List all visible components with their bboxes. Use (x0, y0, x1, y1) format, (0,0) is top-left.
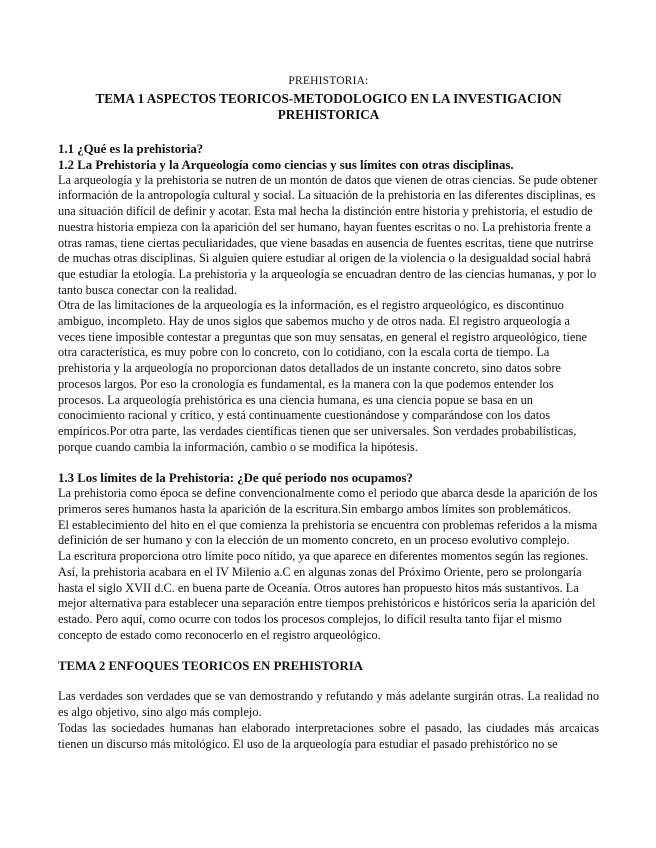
spacer (58, 643, 599, 658)
document-page (58, 74, 599, 752)
paragraph: La arqueología y la prehistoria se nutren de un montón de datos que vienen de otras ciencias. Se pude obtener información de la antropología cultural y social. La situación de la prehistoria en las diferentes disciplinas, es una situación difícil de definir y acotar. Esta mal hecha la distinción entre historia y prehistoria, el estudio de nuestra historia empieza con la aparición del ser humano, hayan fuentes escritas o no. La prehistoria frente a otras ramas, tiene ciertas peculiaridades, que viene basadas en ausencia de fuentes escritas, tiene que nutrirse de muchas otras disciplinas. Si alguien quiere estudiar al origen de la violencia o la desigualdad social habrá que estudiar la etología. La prehistoria y la arqueología se encuadran dentro de las ciencias humanas, y por lo tanto busca conectar con la realidad. (58, 172, 598, 297)
paragraph: Otra de las limitaciones de la arqueología es la información, es el registro arqueológico, es discontinuo ambiguo, incompleto. Hay de unos siglos que sabemos mucho y de otros nada. El registro arqueología a veces tiene imposible contestar a preguntas que son muy sensatas, en general el registro arqueológico, tiene otra característica, es muy pobre con lo concreto, con lo cotidiano, con la escala corta de tiempo. La prehistoria y la arqueología no proporcionan datos detallados de un instante concreto, sino datos sobre procesos largos. Por eso la cronología es fundamental, es la manera con la que podemos entender los procesos. La arqueología prehistórica es una ciencia humana, es una ciencia popue se basa en un conocimiento racional y crítico, y está continuamente cuestionándose y comparándose con los datos empíricos.Por otra parte, las verdades científicas tienen que ser universales. Son verdades probabilísticas, porque cuando cambia la información, cambio o se modifica la hipótesis. (58, 298, 587, 454)
paragraph: El establecimiento del hito en el que comienza la prehistoria se encuentra con problemas referidos a la misma definición de ser humano y con la elección de un momento concreto, en un proceso evolutivo complejo. (58, 517, 598, 548)
heading-1-1: 1.1 ¿Qué es la prehistoria? (58, 141, 204, 156)
spacer (58, 674, 599, 689)
heading-tema-2: TEMA 2 ENFOQUES TEORICOS EN PREHISTORIA (58, 659, 363, 674)
title-line-1: TEMA 1 ASPECTOS TEORICOS-METODOLOGICO EN LA INVESTIGACION (95, 90, 562, 106)
document-kicker: PREHISTORIA: (288, 75, 369, 87)
document-title (58, 91, 599, 124)
paragraph: Las verdades son verdades que se van demostrando y refutando y más adelante surgirán otras. La realidad no es algo objetivo, sino algo más complejo. (58, 689, 599, 720)
paragraph: La prehistoria como época se define convencionalmente como el periodo que abarca desde la aparición de los primeros seres humanos hasta la aparición de la escritura.Sin embargo ambos límites son problemáticos. (58, 486, 598, 517)
paragraph: Todas las sociedades humanas han elaborado interpretaciones sobre el pasado, las ciudades más arcaicas tienen un discurso más mitológico. El uso de la arqueología para estudiar el pasado prehistórico no se (58, 720, 599, 751)
title-line-2: PREHISTORICA (277, 107, 380, 123)
heading-1-2: 1.2 La Prehistoria y la Arqueología como ciencias y sus límites con otras disciplinas. (58, 157, 514, 172)
paragraph: La escritura proporciona otro límite poco nítido, ya que aparece en diferentes momentos según las regiones. Así, la prehistoria acabara en el IV Milenio a.C en algunas zonas del Próximo Oriente, pero se prolongaría hasta el siglo XVII d.C. en buena parte de Oceanía. Otros autores han propuesto hitos más sustantivos. La mejor alternativa para establecer una separación entre tiempos prehistóricos e históricos seria la aparición del estado. Pero aquí, como ocurre con todos los procesos complejos, lo difícil resulta tanto fijar el mismo concepto de estado como reconocerlo en el registro arqueológico. (58, 549, 596, 642)
spacer (58, 455, 599, 470)
heading-1-3: 1.3 Los límites de la Prehistoria: ¿De qué periodo nos ocupamos? (58, 471, 413, 486)
